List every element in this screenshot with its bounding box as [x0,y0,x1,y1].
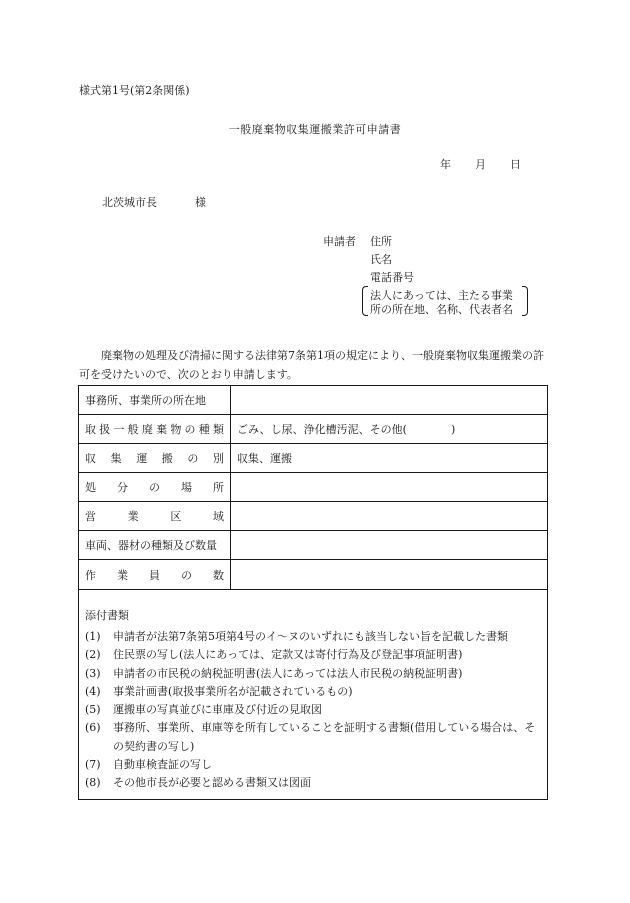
date-year: 年 [440,158,451,171]
table-row [79,531,547,560]
row-value[interactable] [231,502,547,530]
item-number: (2) [85,648,101,662]
list-item [85,701,541,719]
row-label: 処分の場所 [85,481,224,494]
table-row [79,473,547,502]
left-bracket [362,286,368,316]
applicant-phone: 電話番号 [370,271,414,284]
item-text: 申請者の市民税の納税証明書(法人にあっては法人市民税の納税証明書) [113,666,463,680]
date-line [440,156,530,172]
item-number: (5) [85,703,101,717]
row-value[interactable] [231,473,547,501]
item-text: その他市長が必要と認める書類又は図面 [113,776,311,790]
form-number: 様式第1号(第2条関係) [79,84,190,97]
item-text: 事業計画書(取扱事業所名が記載されているもの) [113,684,353,698]
list-item [85,628,541,646]
item-number: (1) [85,630,101,643]
list-item [85,646,541,664]
addressee-honorific: 様 [195,196,206,209]
list-item [85,756,541,774]
table-row [79,502,547,531]
item-number: (8) [85,776,101,790]
table-row [79,560,547,589]
row-label: 取扱一般廃棄物の種類 [85,423,224,436]
row-value[interactable]: 収集、運搬 [237,452,292,465]
corporate-note-line1: 法人にあっては、主たる事業 [370,289,513,302]
list-item [85,665,541,683]
attachments-title: 添付書類 [85,609,129,622]
item-text: 住民票の写し(法人にあっては、定款又は寄付行為及び登記事項証明書) [113,648,463,662]
attachments-section [78,589,548,800]
row-label: 事務所、事業所の所在地 [85,394,206,407]
date-month: 月 [475,158,486,171]
row-value[interactable]: ごみ、し尿、浄化槽汚泥、その他( ) [237,423,456,436]
application-table [78,385,548,590]
list-item [85,719,541,756]
addressee [102,194,206,210]
row-label: 収集運搬の別 [85,452,224,465]
applicant-address: 住所 [370,235,392,248]
applicant-name: 氏名 [370,253,392,266]
table-row [79,386,547,415]
row-value[interactable] [231,386,547,414]
row-value[interactable] [231,560,547,589]
item-text: 事務所、事業所、車庫等を所有していることを証明する書類(借用している場合は、その契約書の写し) [113,721,536,753]
table-row [79,415,547,444]
item-text: 申請者が法第7条第5項第4号のイ～ヌのいずれにも該当しない旨を記載した書類 [113,630,508,643]
addressee-name: 北茨城市長 [102,196,157,209]
right-bracket [522,286,528,316]
date-day: 日 [510,158,521,171]
item-number: (6) [85,721,101,735]
corporate-note [362,286,528,316]
applicant-label: 申請者 [323,235,356,248]
row-label: 作業員の数 [85,568,224,582]
item-text: 自動車検査証の写し [113,758,212,772]
row-label: 営業区域 [85,510,224,523]
row-value[interactable] [231,531,547,559]
document-title: 一般廃棄物収集運搬業許可申請書 [228,123,402,136]
list-item [85,683,541,701]
item-number: (3) [85,666,101,680]
intro-paragraph [79,346,554,384]
item-number: (4) [85,684,101,698]
table-row [79,444,547,473]
corporate-note-line2: 所の所在地、名称、代表者名 [370,303,513,316]
intro-text: 廃棄物の処理及び清掃に関する法律第7条第1項の規定により、一般廃棄物収集運搬業の許可を受けたいので、次のとおり申請します。 [79,349,544,381]
item-number: (7) [85,758,101,772]
list-item [85,774,541,792]
row-label: 車両、器材の種類及び数量 [85,539,217,552]
item-text: 運搬車の写真並びに車庫及び付近の見取図 [113,703,322,717]
